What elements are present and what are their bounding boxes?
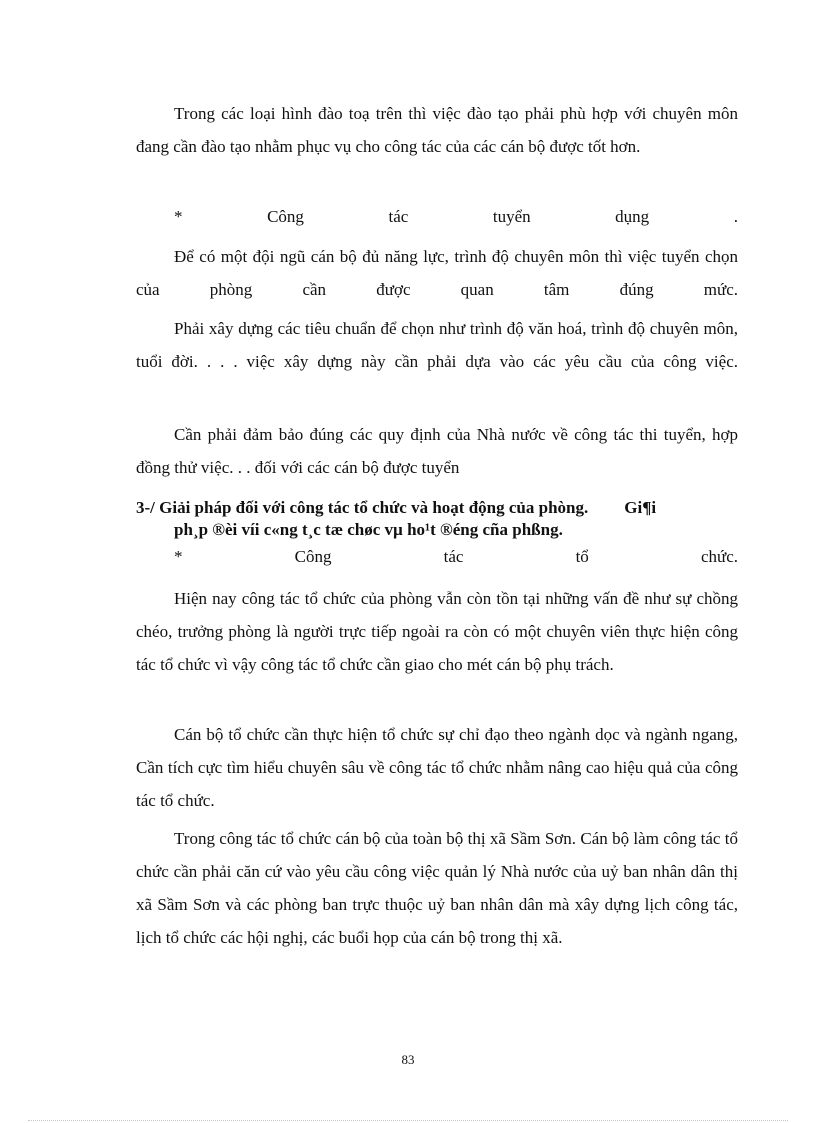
paragraph-recruitment-team: Để có một đội ngũ cán bộ đủ năng lực, trình độ chuyên môn thì việc tuyển chọn của phòng cần được quan tâm đúng mức. [136, 247, 738, 299]
section-heading-main: 3-/ Giải pháp đối với công tác tổ chức và hoạt động của phòng. [136, 498, 589, 517]
paragraph-training-types: Trong các loại hình đào toạ trên thì việc đào tạo phải phù hợp với chuyên môn đang cần đào tạo nhằm phục vụ cho công tác của các cán bộ được tốt hơn. [136, 104, 738, 156]
subheading-organization: * Công tác tổ chức. [174, 547, 738, 566]
section-heading-garbled-line: ph¸p ®èi víi c«ng t¸c tæ chøc vµ ho¹t ®éng cña phßng. [174, 520, 563, 539]
paragraph-recruitment-regulations: Cần phải đảm bảo đúng các quy định của Nhà nước về công tác thi tuyển, hợp đồng thử việc. . . đối với các cán bộ được tuyển [136, 425, 738, 477]
section-heading [136, 497, 738, 541]
paragraph-organization-samson: Trong công tác tổ chức cán bộ của toàn bộ thị xã Sầm Sơn. Cán bộ làm công tác tổ chức cần phải căn cứ vào yêu cầu công việc quản lý Nhà nước của uỷ ban nhân dân thị xã Sầm Sơn và các phòng ban trực thuộc uỷ ban nhân dân mà xây dựng lịch công tác, lịch tổ chức các hội nghị, các buổi họp của cán bộ trong thị xã. [136, 829, 738, 947]
paragraph-recruitment-standards: Phải xây dựng các tiêu chuẩn để chọn như trình độ văn hoá, trình độ chuyên môn, tuổi đời. . . . việc xây dựng này cần phải dựa vào các yêu cầu của công việc. [136, 319, 738, 371]
page-bottom-divider [28, 1120, 788, 1121]
section-heading-garbled-fragment: Gi¶i [624, 498, 657, 517]
subheading-recruitment: * Công tác tuyển dụng . [174, 207, 738, 226]
paragraph-organization-staff: Cán bộ tổ chức cần thực hiện tổ chức sự chỉ đạo theo ngành dọc và ngành ngang, Cần tích cực tìm hiểu chuyên sâu về công tác tổ chức nhằm nâng cao hiệu quả của công tác tổ chức. [136, 725, 738, 810]
page-number: 83 [401, 1052, 415, 1067]
paragraph-organization-issues: Hiện nay công tác tổ chức của phòng vẫn còn tồn tại những vấn đề như sự chồng chéo, trưởng phòng là người trực tiếp ngoài ra còn có một chuyên viên thực hiện công tác tổ chức vì vậy công tác tổ chức cần giao cho mét cán bộ phụ trách. [136, 589, 738, 674]
